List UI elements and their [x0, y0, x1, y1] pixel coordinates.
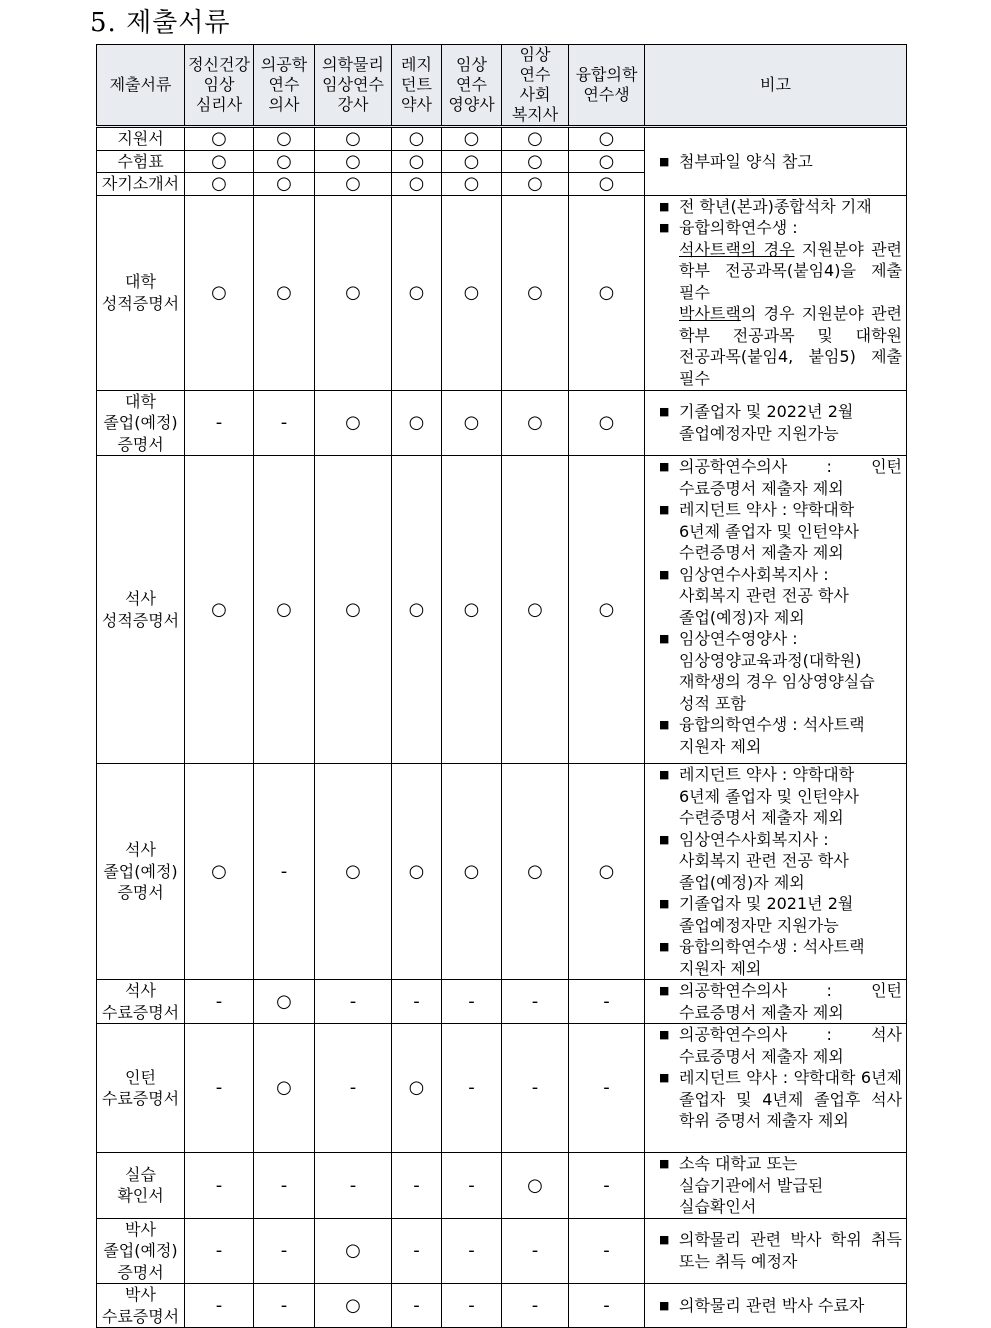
not-required-mark: -	[185, 1024, 254, 1153]
table-row	[97, 1218, 907, 1284]
header-remarks: 비고	[645, 45, 907, 127]
required-mark: ○	[315, 195, 392, 390]
masters-track-text: 석사트랙의 경우	[679, 239, 795, 259]
required-mark: ○	[569, 127, 645, 151]
required-mark: ○	[502, 173, 569, 196]
not-required-mark: -	[569, 980, 645, 1024]
required-mark: ○	[392, 764, 442, 980]
required-mark: ○	[254, 150, 315, 173]
not-required-mark: -	[185, 390, 254, 456]
table-row	[97, 390, 907, 456]
required-mark: ○	[569, 195, 645, 390]
required-mark: ○	[442, 195, 502, 390]
header-col-biomedical-physician: 의공학 연수 의사	[254, 45, 315, 127]
table-row	[97, 1153, 907, 1219]
required-mark: ○	[315, 1284, 392, 1328]
required-mark: ○	[392, 456, 442, 764]
remark-item: ■ 소속 대학교 또는 실습기관에서 발급된 실습확인서	[659, 1153, 902, 1218]
table-row	[97, 127, 907, 151]
required-mark: ○	[569, 390, 645, 456]
table-row	[97, 1284, 907, 1328]
not-required-mark: -	[392, 1218, 442, 1284]
remarks-cell	[645, 1024, 907, 1153]
not-required-mark: -	[315, 980, 392, 1024]
not-required-mark: -	[569, 1218, 645, 1284]
required-mark: ○	[392, 1024, 442, 1153]
not-required-mark: -	[254, 1153, 315, 1219]
table-row	[97, 195, 907, 390]
remark-item: ■ 의학물리 관련 박사 학위 취득 또는 취득 예정자	[659, 1229, 902, 1272]
remarks-cell	[645, 1218, 907, 1284]
required-mark: ○	[254, 980, 315, 1024]
header-col-medical-physics: 의학물리 임상연수 강사	[315, 45, 392, 127]
table-row	[97, 764, 907, 980]
required-mark: ○	[502, 150, 569, 173]
required-mark: ○	[254, 1024, 315, 1153]
section-title: 5. 제출서류	[90, 8, 231, 38]
table-row	[97, 980, 907, 1024]
remarks-cell	[645, 390, 907, 456]
required-mark: ○	[392, 195, 442, 390]
document-name: 대학 졸업(예정) 증명서	[97, 390, 185, 456]
required-mark: ○	[185, 150, 254, 173]
required-mark: ○	[315, 456, 392, 764]
header-col-clinical-psychologist: 정신건강 임상 심리사	[185, 45, 254, 127]
not-required-mark: -	[442, 1218, 502, 1284]
not-required-mark: -	[442, 1024, 502, 1153]
required-mark: ○	[392, 127, 442, 151]
remark-item: ■ 첨부파일 양식 참고	[659, 151, 902, 173]
required-mark: ○	[315, 150, 392, 173]
required-mark: ○	[502, 456, 569, 764]
document-name: 석사 졸업(예정) 증명서	[97, 764, 185, 980]
remark-item: ■ 의공학연수의사 : 인턴 수료증명서 제출자 제외	[659, 980, 902, 1023]
submission-documents-table	[96, 44, 907, 1328]
required-mark: ○	[569, 764, 645, 980]
header-document: 제출서류	[97, 45, 185, 127]
required-mark: ○	[502, 764, 569, 980]
not-required-mark: -	[315, 1153, 392, 1219]
header-col-clinical-dietitian: 임상 연수 영양사	[442, 45, 502, 127]
not-required-mark: -	[502, 1024, 569, 1153]
document-name: 박사 수료증명서	[97, 1284, 185, 1328]
required-mark: ○	[315, 173, 392, 196]
remarks-cell	[645, 195, 907, 390]
not-required-mark: -	[315, 1024, 392, 1153]
required-mark: ○	[254, 127, 315, 151]
document-name: 대학 성적증명서	[97, 195, 185, 390]
not-required-mark: -	[185, 1218, 254, 1284]
required-mark: ○	[442, 150, 502, 173]
table-header-row	[97, 45, 907, 127]
required-mark: ○	[569, 173, 645, 196]
remarks-cell	[645, 1284, 907, 1328]
remark-item: ■ 융합의학연수생 : 석사트랙 지원자 제외	[659, 936, 902, 979]
document-name: 실습 확인서	[97, 1153, 185, 1219]
required-mark: ○	[185, 764, 254, 980]
not-required-mark: -	[502, 1218, 569, 1284]
not-required-mark: -	[442, 1153, 502, 1219]
required-mark: ○	[569, 456, 645, 764]
remark-item: ■ 임상연수사회복지사 : 사회복지 관련 전공 학사 졸업(예정)자 제외	[659, 829, 902, 894]
document-name: 박사 졸업(예정) 증명서	[97, 1218, 185, 1284]
not-required-mark: -	[442, 1284, 502, 1328]
remark-item: ■ 레지던트 약사 : 약학대학 6년제 졸업자 및 4년제 졸업후 석사 학위 증명서 제출자 제외	[659, 1067, 902, 1132]
document-name: 석사 수료증명서	[97, 980, 185, 1024]
header-col-resident-pharmacist: 레지 던트 약사	[392, 45, 442, 127]
not-required-mark: -	[254, 764, 315, 980]
remark-label: 융합의학연수생 :	[679, 218, 798, 237]
header-col-convergence-trainee: 융합의학 연수생	[569, 45, 645, 127]
not-required-mark: -	[392, 1284, 442, 1328]
required-mark: ○	[442, 173, 502, 196]
remarks-cell	[645, 127, 907, 196]
remark-item: ■ 임상연수사회복지사 : 사회복지 관련 전공 학사 졸업(예정)자 제외	[659, 564, 902, 629]
not-required-mark: -	[254, 1218, 315, 1284]
not-required-mark: -	[185, 1153, 254, 1219]
required-mark: ○	[185, 456, 254, 764]
required-mark: ○	[254, 173, 315, 196]
required-mark: ○	[254, 456, 315, 764]
required-mark: ○	[185, 127, 254, 151]
remark-item: ■ 레지던트 약사 : 약학대학 6년제 졸업자 및 인턴약사 수련증명서 제출자 제외	[659, 764, 902, 829]
masters-track-detail: 지원분야 관련 학부 전공과목(붙임4)을 제출 필수	[679, 239, 902, 302]
not-required-mark: -	[254, 390, 315, 456]
phd-track-text: 박사트랙	[679, 304, 741, 323]
not-required-mark: -	[569, 1153, 645, 1219]
required-mark: ○	[569, 150, 645, 173]
remark-item: ■ 융합의학연수생 : 석사트랙 지원자 제외	[659, 714, 902, 757]
document-name: 석사 성적증명서	[97, 456, 185, 764]
remark-item: ■ 임상연수영양사 : 임상영양교육과정(대학원) 재학생의 경우 임상영양실습 성적 포함	[659, 628, 902, 714]
remarks-cell	[645, 1153, 907, 1219]
table-row	[97, 456, 907, 764]
required-mark: ○	[315, 127, 392, 151]
required-mark: ○	[254, 195, 315, 390]
required-mark: ○	[442, 127, 502, 151]
required-mark: ○	[315, 1218, 392, 1284]
required-mark: ○	[315, 390, 392, 456]
document-name: 인턴 수료증명서	[97, 1024, 185, 1153]
remark-item: ■ 의학물리 관련 박사 수료자	[659, 1295, 902, 1317]
not-required-mark: -	[569, 1284, 645, 1328]
required-mark: ○	[392, 390, 442, 456]
remark-item: ■ 의공학연수의사 : 인턴 수료증명서 제출자 제외	[659, 456, 902, 499]
remarks-cell	[645, 980, 907, 1024]
document-name: 지원서	[97, 127, 185, 151]
required-mark: ○	[315, 764, 392, 980]
remark-item: ■ 기졸업자 및 2021년 2월 졸업예정자만 지원가능	[659, 893, 902, 936]
required-mark: ○	[442, 390, 502, 456]
not-required-mark: -	[185, 1284, 254, 1328]
required-mark: ○	[502, 195, 569, 390]
not-required-mark: -	[185, 980, 254, 1024]
phd-track-detail: 의 경우 지원분야 관련 학부 전공과목 및 대학원 전공과목(붙임4, 붙임5) 제출 필수	[679, 304, 902, 388]
required-mark: ○	[442, 764, 502, 980]
not-required-mark: -	[392, 980, 442, 1024]
remarks-cell	[645, 764, 907, 980]
table-row	[97, 1024, 907, 1153]
required-mark: ○	[392, 150, 442, 173]
remark-item: ■ 전 학년(본과)종합석차 기재	[659, 196, 902, 218]
required-mark: ○	[185, 173, 254, 196]
remark-item	[659, 217, 902, 389]
not-required-mark: -	[392, 1153, 442, 1219]
remark-item: ■ 레지던트 약사 : 약학대학 6년제 졸업자 및 인턴약사 수련증명서 제출자 제외	[659, 499, 902, 564]
document-name: 자기소개서	[97, 173, 185, 196]
required-mark: ○	[502, 127, 569, 151]
not-required-mark: -	[442, 980, 502, 1024]
remarks-cell	[645, 456, 907, 764]
required-mark: ○	[442, 456, 502, 764]
required-mark: ○	[185, 195, 254, 390]
remark-item: ■ 의공학연수의사 : 석사 수료증명서 제출자 제외	[659, 1024, 902, 1067]
required-mark: ○	[502, 390, 569, 456]
required-mark: ○	[502, 1153, 569, 1219]
remark-item: ■ 기졸업자 및 2022년 2월 졸업예정자만 지원가능	[659, 401, 902, 444]
not-required-mark: -	[569, 1024, 645, 1153]
not-required-mark: -	[254, 1284, 315, 1328]
header-col-social-worker: 임상 연수 사회 복지사	[502, 45, 569, 127]
required-mark: ○	[392, 173, 442, 196]
not-required-mark: -	[502, 1284, 569, 1328]
document-name: 수험표	[97, 150, 185, 173]
not-required-mark: -	[502, 980, 569, 1024]
